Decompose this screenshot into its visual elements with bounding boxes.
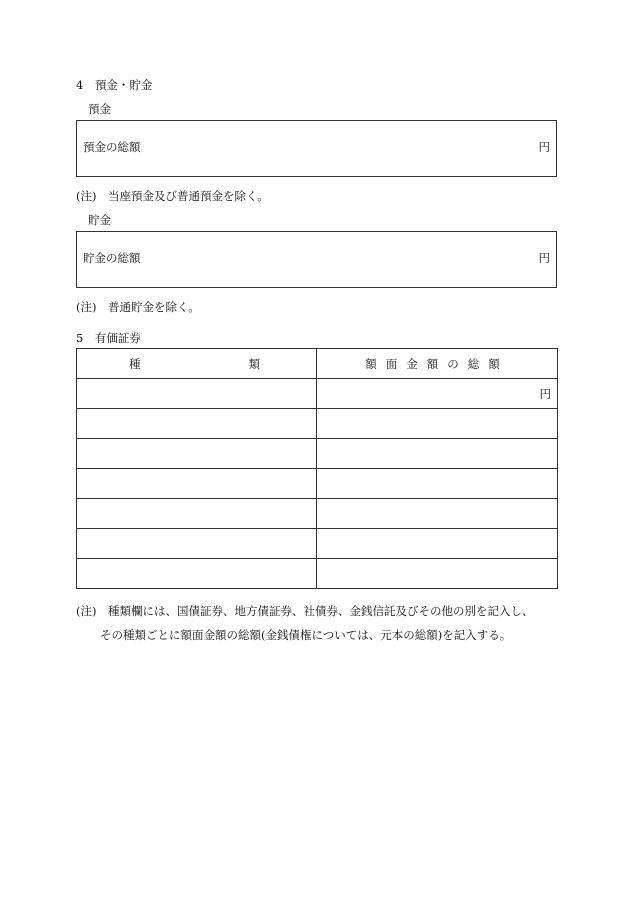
type-cell[interactable]: [77, 439, 317, 469]
amount-cell[interactable]: [317, 499, 558, 529]
savings-total-box[interactable]: [76, 231, 557, 288]
deposit-subheading: 預金: [88, 102, 111, 116]
securities-note-line-1: (注) 種類欄には、国債証券、地方債証券、社債券、金銭信託及びその他の別を記入し、: [76, 604, 534, 618]
type-cell[interactable]: [77, 529, 317, 559]
savings-yen-unit: 円: [538, 251, 550, 265]
type-cell[interactable]: [77, 409, 317, 439]
type-cell[interactable]: [77, 499, 317, 529]
section-5-heading: 5 有価証券: [76, 331, 141, 345]
securities-table: [76, 348, 558, 589]
amount-cell[interactable]: [317, 439, 558, 469]
table-row: [77, 379, 558, 409]
table-row: [77, 469, 558, 499]
amount-cell[interactable]: [317, 529, 558, 559]
deposit-total-box[interactable]: [76, 120, 557, 177]
deposit-note: (注) 当座預金及び普通預金を除く。: [76, 189, 269, 203]
deposit-yen-unit: 円: [538, 140, 550, 154]
table-row: [77, 529, 558, 559]
header-type: [77, 349, 317, 379]
header-type-char-2: 類: [248, 356, 260, 371]
type-cell[interactable]: [77, 469, 317, 499]
amount-cell[interactable]: [317, 469, 558, 499]
amount-cell[interactable]: [317, 409, 558, 439]
securities-note-line-2: その種類ごとに額面金額の総額(金銭債権については、元本の総額)を記入する。: [100, 628, 512, 642]
header-amount: 額面金額の総額: [317, 349, 558, 379]
amount-cell[interactable]: [317, 559, 558, 589]
savings-total-label: 貯金の総額: [83, 251, 141, 265]
table-header-row: [77, 349, 558, 379]
header-type-char-1: 種: [129, 356, 141, 371]
savings-note: (注) 普通貯金を除く。: [76, 300, 200, 314]
type-cell[interactable]: [77, 559, 317, 589]
savings-subheading: 貯金: [88, 213, 111, 227]
table-row: [77, 499, 558, 529]
type-cell[interactable]: [77, 379, 317, 409]
table-row: [77, 559, 558, 589]
table-row: [77, 409, 558, 439]
table-row: [77, 439, 558, 469]
section-4-heading: 4 預金・貯金: [76, 78, 153, 92]
deposit-total-label: 預金の総額: [83, 140, 141, 154]
amount-cell[interactable]: 円: [317, 379, 558, 409]
